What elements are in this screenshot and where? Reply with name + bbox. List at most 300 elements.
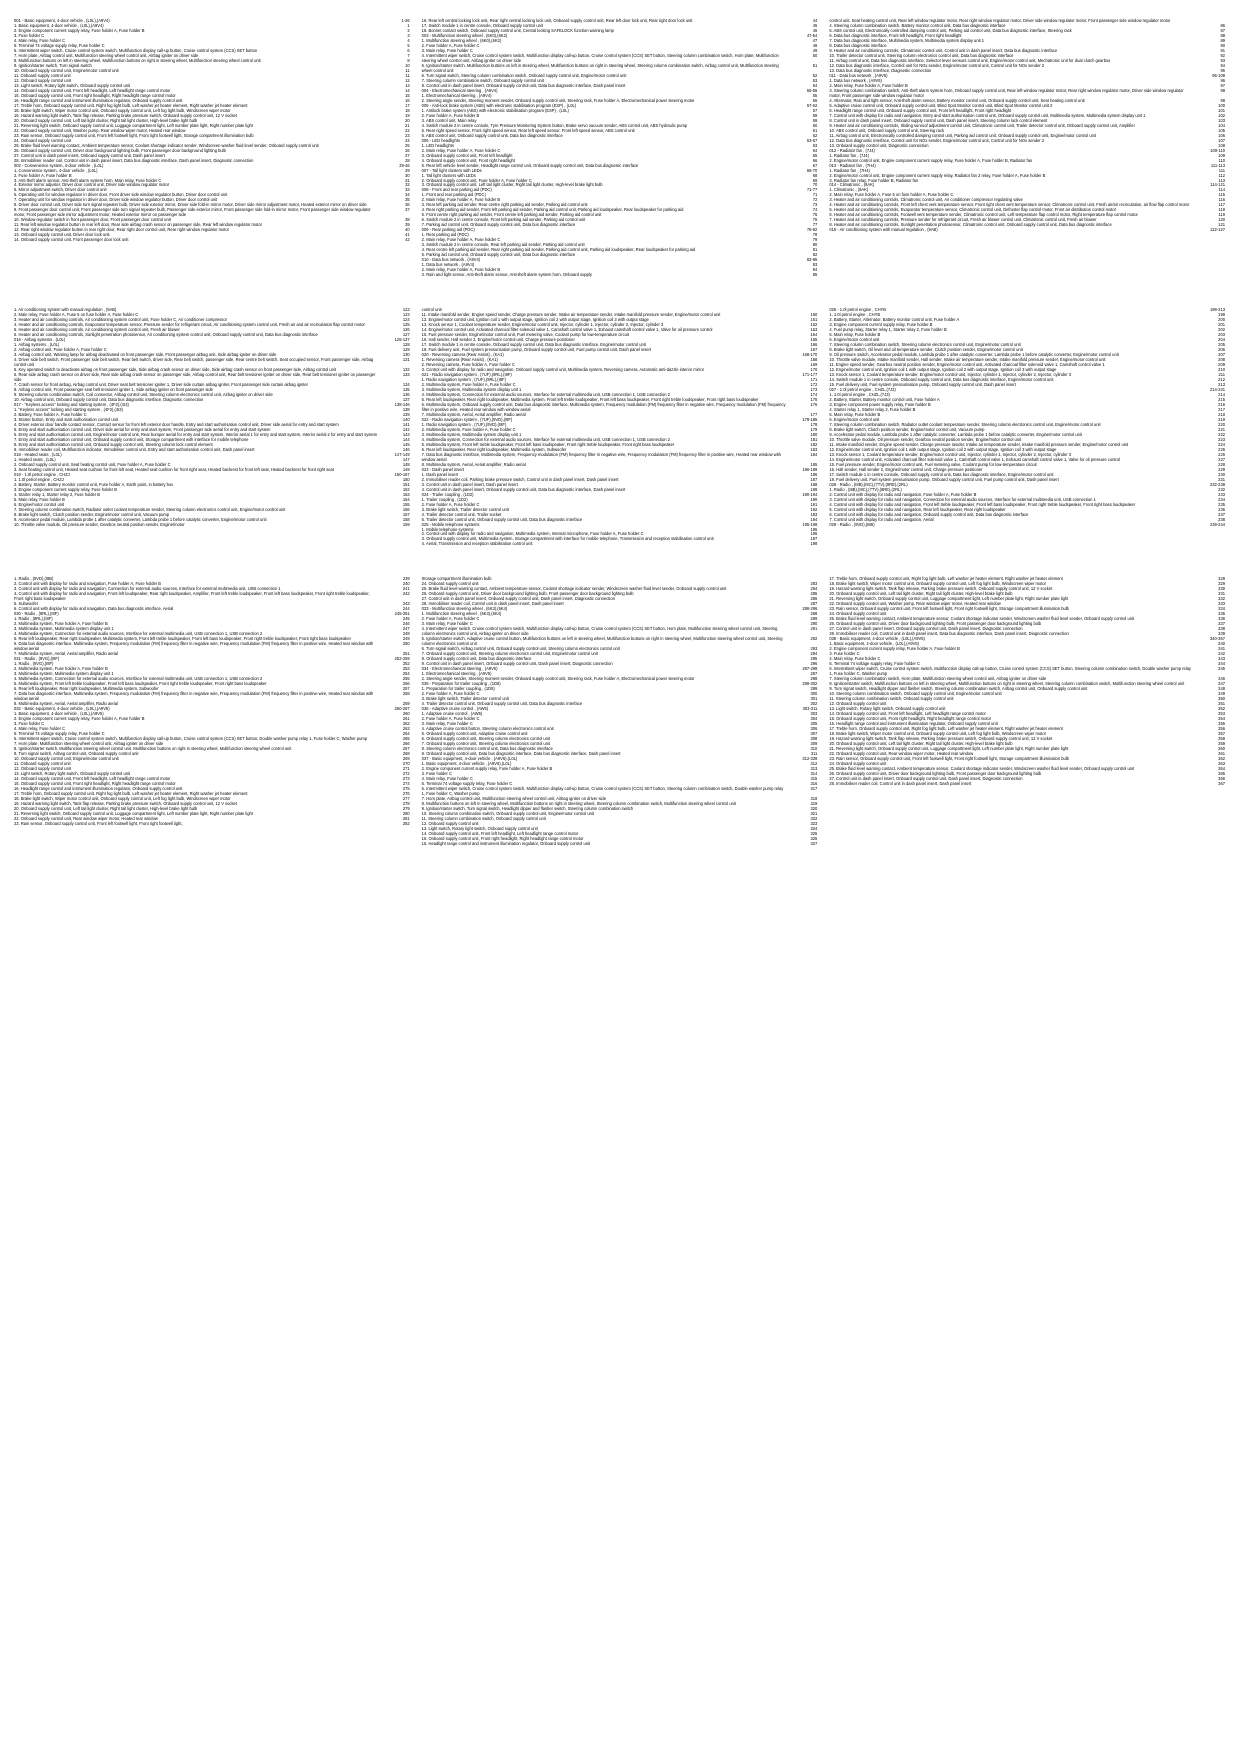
entry-page: 319 <box>810 800 818 806</box>
entry-text: 025 - Mobile telephone systems <box>421 521 480 527</box>
entry-page: 268 <box>402 750 410 756</box>
entry-text: 15. Onboard supply control unit, Front right headlight, Right headlight range control motor <box>829 716 992 721</box>
entry-page: 57-62 <box>806 102 818 108</box>
entry-page: 124 <box>402 317 410 323</box>
entry-text: 7. Data bus diagnostic interface, Multimedia system, Frequency modulation (FM) frequency filter in negative wire, Frequency modulation (FM) frequency filter in positive wire, Heated rear window with window aerial <box>14 691 374 702</box>
entry-text: 15. Fuel pressure sender, Engine/motor control unit, Fuel metering valve, Coolant pump for low-temperature circuit <box>421 332 629 338</box>
entry-page: 331 <box>1218 591 1226 597</box>
entry-text: 2. Multimedia system, Fuse holder A, Fuse holder C <box>421 381 516 387</box>
entry-page: 323 <box>810 820 818 826</box>
entry-text: 12. Data bus diagnostic interface, Control unit for NOx sender, Engine/motor control unit, Control unit for NOx sender 2 <box>829 137 1045 143</box>
entry-text: 3. Fuse holder C <box>14 32 45 38</box>
entry-text: 8. Onboard supply control unit, Data bus diagnostic interface <box>421 656 532 662</box>
entry-text: 4. Control unit with display for radio and navigation, Front left treble loudspeaker, Front left bass loudspeaker, Front right treble loudspeaker, Front right bass loudspeaker <box>829 501 1136 507</box>
entry-page: 174 <box>810 391 818 397</box>
entry-page: 54 <box>812 82 818 88</box>
entry-text: 4. Starter relay 1, Starter relay 2, Fuse holder B <box>14 491 101 497</box>
entry-page: 165 <box>810 337 818 343</box>
entry-text: 013 - Radiator fan , (7H4) <box>829 162 876 168</box>
entry-page: 25 <box>405 142 410 148</box>
entry-text: 17. Switch module 1 in centre console, Onboard supply control unit, Data bus diagnostic interface, Engine/motor control unit <box>421 342 646 348</box>
entry-page: 147-149 <box>394 451 410 457</box>
entry-page: 249 <box>402 636 410 642</box>
entry-page: 189 <box>810 486 818 492</box>
entry-page: 197 <box>810 536 818 542</box>
entry-page: 191 <box>810 501 818 507</box>
entry-page: 278 <box>402 800 410 806</box>
entry-text: 10. Onboard supply control unit, Engine/motor control unit <box>14 755 119 761</box>
entry-page: 169 <box>810 362 818 368</box>
entry-text: 12. Onboard supply control unit <box>421 820 479 826</box>
index-column <box>14 18 410 277</box>
entry-page: 204 <box>1218 337 1226 343</box>
entry-page: 50 <box>812 52 818 58</box>
entry-page: 240 <box>402 581 410 587</box>
entry-text: 8. Ignition/starter switch, Multifunction buttons on left in steering wheel, Multifunction buttons on right in steering wheel, Steering column combination switch, Multifunction steering wheel control unit <box>829 681 1185 687</box>
entry-text: 1. Radio , (8RL),(I8F) <box>14 616 53 622</box>
entry-text: 1. Preparation for trailer coupling , (1D8) <box>421 686 495 692</box>
entry-page: 243 <box>402 601 410 607</box>
entry-page: 351 <box>1218 701 1226 707</box>
entry-page: 202 <box>1218 327 1226 333</box>
entry-page: 328 <box>1218 576 1226 582</box>
entry-text: 4. Intermittent wiper switch, Cruise control system switch, Multifunction display call-up button, Cruise control system (CCS) SET button, Steering column combination switch, Horn plate, Multifunction steering wheel control unit, Airbag igniter on driver side <box>421 52 779 63</box>
entry-page: 166 <box>810 342 818 348</box>
entry-page: 341 <box>1218 646 1226 652</box>
entry-text: 10. Onboard supply control unit, Engine/motor control unit <box>14 67 119 73</box>
entry-text: 4. Multimedia system, Connection for external audio sources, Interface for external multimedia unit, USB connection 1, USB connection 2 <box>14 631 263 637</box>
entry-page: 201 <box>1218 322 1226 328</box>
entry-page: 16 <box>405 97 410 103</box>
entry-page: 259 <box>402 701 410 707</box>
entry-page: 294 <box>810 651 818 657</box>
index-entry <box>14 821 410 826</box>
entry-page: 260-287 <box>394 706 410 712</box>
entry-text: 3. Brake light switch, Trailer detector control unit <box>421 696 509 702</box>
entry-text: 20. Onboard supply control unit, Left tail light cluster, Right tail light cluster, High-level brake light bulb <box>14 117 198 123</box>
entry-page: 212 <box>1218 376 1226 382</box>
entry-page: 359 <box>1218 740 1226 746</box>
entry-page: 267 <box>402 745 410 751</box>
entry-page: 88 <box>1220 32 1226 38</box>
entry-page: 11 <box>405 67 410 73</box>
entry-page: 248 <box>402 631 410 637</box>
entry-text: 030 - Radio , (8RL),(I8F) <box>14 611 59 617</box>
entry-text: 2. Battery, Fuse holder A, Fuse holder C <box>14 411 87 417</box>
entry-page: 23 <box>405 132 410 138</box>
entry-page: 163 <box>810 327 818 333</box>
entry-text: 7. Steering column combination switch, Radiator outlet coolant temperature sender, Steering column electronics control unit, Engine/motor control unit <box>14 506 286 512</box>
index-entry <box>422 53 818 63</box>
entry-text: 16. Headlight range control and instrument illumination regulator, Onboard supply control unit <box>14 97 183 103</box>
entry-text: 13. Onboard supply control unit, Driver door lock unit <box>14 232 110 238</box>
entry-page: 129 <box>402 347 410 353</box>
entry-page: 84 <box>812 267 818 273</box>
entry-text: 19. Hazard warning light switch, Tank flap release, Parking brake pressure switch, Onboard supply control unit, 12 V socket <box>829 586 1053 592</box>
entry-text: 2. Engine component current supply relay, Fuse holder A, Fuse holder B <box>421 765 553 771</box>
entry-text: 1. Radio , (9VG),(I8F) <box>14 661 54 667</box>
index-entry <box>14 357 410 367</box>
entry-text: 3. Engine component power supply relay, Fuse holder B <box>829 401 931 407</box>
entry-text: 2. Immobiliser reader coil, Parking brake pressure switch, Control unit in dash panel insert, Dash panel insert <box>421 476 619 482</box>
entry-text: 28. Immobiliser reader coil, Control unit in dash panel insert, Dash panel insert <box>421 601 564 607</box>
index-entry <box>422 63 818 73</box>
entry-text: 12. Onboard supply control unit <box>14 765 71 771</box>
entry-page: 270 <box>402 760 410 766</box>
entry-text: 24. Onboard supply control unit <box>421 581 479 587</box>
entry-text: 11. Airbag control unit, Data bus diagnostic interface, Selector lever sensors control unit, Engine/motor control unit, Mechatronic unit for dual clutch gearbox <box>829 57 1111 63</box>
entry-text: 6. Intermittent wiper switch, Cruise control system switch, Multifunction display call-up button, Cruise control system (CCS) SET button, Steering column combination switch, Double washer pump relay 1, Fuse holder C, Washer pump <box>421 785 784 796</box>
entry-page: 223 <box>1218 436 1226 442</box>
entry-page: 133 <box>402 371 410 377</box>
entry-text: 22. Onboard supply control unit, Rear window wiper motor, Heated rear window <box>829 750 974 756</box>
entry-page: 298 <box>810 676 818 682</box>
index-entry <box>829 88 1225 98</box>
entry-page: 258 <box>402 691 410 697</box>
entry-page: 345 <box>1218 666 1226 672</box>
entry-page: 256 <box>402 681 410 687</box>
entry-page: 339 <box>1218 631 1226 637</box>
entry-text: 014 - Climatronic , (9AK) <box>829 182 875 188</box>
entry-text: 2. Steering angle sender, Steering moment sender, Onboard supply control unit, Steering rack, Fuse holder A, Electromechanical power steering motor <box>421 97 695 103</box>
entry-text: 1. Antilock brake system (ABS) with electronic stabilisation program (ESP) , (L0L) <box>421 107 569 113</box>
entry-page: 154 <box>402 496 410 502</box>
entry-page: 329 <box>1218 581 1226 587</box>
entry-text: 8. Heater and air conditioning controls, Sunlight penetration photosensor, Climatronic control unit, Onboard supply control unit, Data bus diagnostic interface <box>829 222 1112 228</box>
entry-page: 363 <box>1218 760 1226 766</box>
entry-text: 1. Radiator fan , (7H4) <box>829 167 870 173</box>
entry-text: 4. Steering column combination switch, Battery monitor control unit, Data bus diagnostic interface <box>829 22 1006 28</box>
entry-page: 67 <box>812 162 818 168</box>
entry-page: 19 <box>405 112 410 118</box>
index-column <box>422 18 818 277</box>
entry-text: 2. Fuse holder A, Fuse holder C <box>421 716 480 721</box>
entry-page: 171-177 <box>802 371 818 377</box>
entry-text: 15. Onboard supply control unit, Front right headlight, Right headlight range control motor <box>421 835 584 841</box>
entry-page: 352 <box>1218 706 1226 712</box>
entry-text: 18. Brake light switch, Wiper motor control unit, Onboard supply control unit, Left fog light bulb, Windscreen wiper motor <box>829 581 1046 587</box>
entry-page: 315 <box>810 775 818 781</box>
entry-page: 27 <box>405 152 410 158</box>
entry-page: 280 <box>402 810 410 816</box>
entry-text: 8. Ignition/starter switch, Multifunction steering wheel control unit, Multifunction buttons on right in steering wheel, Multifunction steering wheel control unit <box>14 745 292 751</box>
entry-page: 64 <box>812 147 818 153</box>
entry-page: 55 <box>812 92 818 98</box>
entry-text: 9. Steering column combination switch, Coil connector, Airbag control unit, Steering column electronics control unit, Airbag igniter on driver side <box>14 391 273 397</box>
entry-page: 299-302 <box>802 681 818 687</box>
entry-page: 138 <box>402 406 410 412</box>
entry-text: 14. Onboard supply control unit, Front left headlight, Left headlight range control motor <box>14 775 171 781</box>
entry-page: 164 <box>810 332 818 338</box>
entry-page: 354 <box>1218 716 1226 721</box>
entry-text: 10. Trailer detector control unit, Steering column electronics control unit, Data bus diagnostic interface <box>829 52 1014 58</box>
entry-page: 346 <box>1218 676 1226 682</box>
index-entry <box>422 541 818 546</box>
entry-text: 8. Control unit in dash panel insert, Onboard supply control unit, Data bus diagnostic interface, Dash panel insert <box>421 82 626 88</box>
index-entry <box>422 636 818 646</box>
entry-text: 17. Treble horn, Onboard supply control unit, Right fog light bulb, Left washer jet heater element, Right washer jet heater element <box>14 790 248 796</box>
entry-page: 167 <box>810 347 818 353</box>
entry-page: 76 <box>812 217 818 223</box>
entry-text: 5. Terminal 74 voltage supply relay, Fuse holder C <box>421 780 513 786</box>
entry-page: 71-77 <box>806 187 818 193</box>
entry-page: 26 <box>405 147 410 153</box>
entry-page: 297 <box>810 671 818 677</box>
entry-page: 261 <box>402 716 410 721</box>
entry-text: 19. Hazard warning light switch, Tank flap release, Parking brake pressure switch, Onboard supply control unit, 12 V socket <box>14 112 237 118</box>
entry-page: 295 <box>810 656 818 662</box>
entry-page: 115 <box>1218 192 1226 198</box>
entry-page: 21 <box>405 122 410 128</box>
entry-page: 187 <box>810 476 818 482</box>
entry-text: 7. Onboard supply control unit, Steering column electronics control unit, Engine/motor control unit <box>421 651 598 657</box>
entry-page: 173 <box>810 386 818 392</box>
entry-page: 320 <box>810 805 818 811</box>
entry-text: 020 - Reversing camera (Rear Assist) , (KA1) <box>421 352 504 358</box>
entry-text: 13. Knock sensor 1, Coolant temperature sender, Engine/motor control unit, Injector, cylinder 1, Injector, cylinder 2, Injector, cylinder 3 <box>421 322 664 328</box>
entry-page: 221 <box>1218 426 1226 432</box>
entry-page: 274 <box>402 780 410 786</box>
entry-text: 23. Rain sensor, Onboard supply control unit, Front left footwell light, Front right footwell light, <box>14 820 183 826</box>
entry-text: 1. Electromechanical steering , (A9V4) <box>421 92 492 98</box>
entry-text: 11. Airbag control unit, Electronically controlled damping control unit, Parking aid control unit, Onboard supply control unit, Engine/motor control unit <box>829 132 1096 138</box>
entry-page: 141 <box>402 421 410 427</box>
entry-page: 52 <box>812 72 818 78</box>
entry-page: 116 <box>1218 197 1226 203</box>
entry-page: 318 <box>810 795 818 801</box>
entry-page: 281 <box>402 815 410 821</box>
entry-page: 172 <box>810 381 818 387</box>
entry-text: 23. Rain sensor, Onboard supply control unit, Front left footwell light, Front right footwell light, Storage compartment illumination bulb <box>829 755 1069 761</box>
entry-page: 38 <box>405 217 410 223</box>
entry-page: 273 <box>402 775 410 781</box>
entry-page: 12 <box>405 77 410 83</box>
entry-page: 29 <box>405 167 410 173</box>
entry-page: 139 <box>402 411 410 417</box>
entry-page: 92 <box>1220 52 1226 58</box>
index-column <box>422 307 818 546</box>
entry-text: 12. Engine/motor control unit, Ignition coil 1 with output stage, Ignition coil 2 with output stage, Ignition coil 3 with output stage <box>829 367 1057 372</box>
entry-text: 27. Control unit in dash panel insert, Onboard supply control unit, Dash panel insert, Diagnostic connection <box>421 596 615 602</box>
entry-text: 9. Turn signal switch, Headlight dipper and flasher switch, Steering column combination switch, Airbag control unit, Onboard supply control unit <box>829 686 1088 692</box>
entry-page: 68-70 <box>806 167 818 173</box>
entry-text: 1. Basic equipment, 4-door vehicle , (L0L),(A9V5) <box>14 711 104 717</box>
index-entry <box>14 691 410 701</box>
entry-text: 3. Anti-theft alarm sensor, Anti-theft alarm system horn, Main relay, Fuse holder C <box>14 177 162 183</box>
entry-text: 3. Onboard supply control unit, Left tail light cluster, Right tail light cluster, High-level brake light bulb <box>421 182 603 188</box>
entry-page: 39 <box>405 222 410 228</box>
entry-text: 5. Ignition/starter switch, Adaptive cruise control button, Multifunction buttons on left in steering wheel, Multifunction buttons on right in steering wheel, Multifunction steering wheel control unit, Steering column electronics control unit <box>421 636 783 647</box>
entry-page: 269 <box>402 755 410 761</box>
entry-text: 8. Steering column electronics control unit, Data bus diagnostic interface <box>421 745 553 751</box>
entry-text: 26. Onboard supply control unit, Driver door background lighting bulb, Front passenger door background lighting bulb <box>829 770 1042 776</box>
entry-text: 25. Brake fluid level warning contact, Ambient temperature sensor, Coolant shortage indicator sender, Windscreen washer fluid level sender, Onboard supply control unit <box>829 616 1135 622</box>
entry-page: 229 <box>1218 466 1226 472</box>
entry-page: 109-110 <box>1210 147 1226 153</box>
entry-page: 118 <box>1218 207 1226 213</box>
entry-page: 186-189 <box>802 466 818 472</box>
entry-text: 1. Air conditioning system with manual regulation , (9AB) <box>14 307 117 313</box>
entry-text: 4. Control unit in dash panel insert, Onboard supply control unit, Data bus diagnostic interface, Dash panel insert <box>421 486 626 492</box>
entry-text: 8. Multimedia system, Aerial, Aerial amplifier, Radio aerial <box>421 461 526 467</box>
entry-page: 317 <box>810 785 818 791</box>
entry-text: 5. Rear left loudspeaker, Rear right loudspeaker, Multimedia system, Front left treble loudspeaker, Front left bass loudspeaker, Front right treble loudspeaker, Front right bass loudspeaker <box>421 396 759 402</box>
entry-page: 276 <box>402 790 410 796</box>
entry-text: 15. Onboard supply control unit, Front right headlight, Right headlight range control motor <box>14 780 176 786</box>
entry-text: 15. Fuel pressure sender, Engine/motor control unit, Fuel metering valve, Coolant pump for low-temperature circuit <box>829 461 1037 467</box>
entry-text: 9. Accelerator pedal module, Lambda probe 1 after catalytic converter, Lambda probe 1 before catalytic converter, Engine/motor control unit <box>829 431 1082 437</box>
entry-text: 4. Driver exterior door handle contact sensor, Contact sensor for front left exterior door handle, Entry and start authorisation control unit, Driver side aerial for entry and start system <box>14 421 339 427</box>
entry-page: 239 <box>402 576 410 582</box>
entry-page: 37 <box>405 207 410 213</box>
entry-page: 46 <box>812 27 818 33</box>
index-column <box>14 307 410 546</box>
index-entry <box>14 641 410 651</box>
entry-page: 236 <box>1218 506 1226 512</box>
entry-page: 336 <box>1218 616 1226 622</box>
entry-text: 2. Engine component current supply relay, Fuse holder A, Fuse holder B <box>14 27 145 33</box>
entry-page: 358 <box>1218 735 1226 741</box>
entry-page: 142 <box>402 426 410 432</box>
entry-page: 47 <box>812 37 818 43</box>
entry-text: 006 - LED headlights <box>421 137 460 143</box>
entry-page: 32 <box>405 182 410 188</box>
entry-text: 22. Onboard supply control unit, Washer pump, Rear window wiper motor, Heated rear window <box>14 127 186 133</box>
entry-page: 60 <box>812 122 818 128</box>
entry-page: 122-127 <box>1209 227 1226 233</box>
entry-page: 137 <box>402 396 410 402</box>
entry-text: 009 - Rear parking aid (PDC) <box>421 227 475 233</box>
entry-text: 010 - Data bus network , (A9V4) <box>421 257 481 263</box>
entry-text: 25. Brake fluid level warning contact, Ambient temperature sensor, Coolant shortage indicator sender, Windscreen washer fluid level sender, Onboard supply control unit <box>421 586 727 592</box>
entry-page: 215 <box>1218 396 1226 402</box>
entry-text: 7. Horn plate, Airbag control unit, Multifunction steering wheel control unit, Airbag igniter on driver side <box>14 52 199 58</box>
entry-page: 110 <box>1218 157 1226 163</box>
entry-page: 242 <box>402 591 410 597</box>
entry-page: 112 <box>1218 172 1226 178</box>
entry-text: 2. Main relay, Fuse holder A, Fuse holder B <box>829 82 908 88</box>
entry-text: 001 - Basic equipment, 4-door vehicle , (L0L),(A9V4) <box>14 18 110 23</box>
entry-text: 27. Control unit in dash panel insert, Onboard supply control unit, Dash panel insert <box>14 152 165 158</box>
entry-page: 290 <box>810 621 818 627</box>
entry-text: 2. Main relay, Fuse holder A, Fuse 5 on fuse holder A, Fuse holder C <box>829 192 954 198</box>
entry-page: 210 <box>1218 367 1226 372</box>
entry-text: 8. Data bus diagnostic interface <box>829 42 887 48</box>
entry-text: 2. Battery, Starter, Battery monitor control unit, Fuse holder A, Earth point, in battery box <box>14 481 174 487</box>
entry-page: 286 <box>810 596 818 602</box>
entry-page: 56 <box>812 97 818 103</box>
entry-text: 2. Multimedia system, Fuse holder A, Fuse holder C <box>421 426 516 432</box>
entry-text: 2. Multimedia system, Fuse holder A, Fuse holder B <box>14 666 108 672</box>
entry-page: 350 <box>1218 696 1226 702</box>
entry-text: 2. Main relay, Fuse holder A, Fuse holder B <box>421 197 501 203</box>
entry-page: 232 <box>1218 486 1226 492</box>
entry-page: 82 <box>812 252 818 258</box>
entry-page: 89 <box>1220 37 1226 43</box>
entry-page: 15 <box>405 92 410 98</box>
entry-page: 86 <box>1220 22 1226 28</box>
entry-page: 332 <box>1218 596 1226 602</box>
entry-text: 5. Main relay, Fuse holder B <box>829 332 881 338</box>
entry-page: 283 <box>810 581 818 587</box>
entry-text: 22. Onboard supply control unit, Washer pump, Rear window wiper motor, Heated rear window <box>829 601 1001 607</box>
entry-text: 5. Main relay, Fuse holder B <box>14 496 65 502</box>
entry-page: 29-46 <box>399 162 410 168</box>
entry-page: 30 <box>405 172 410 178</box>
entry-page: 109 <box>1218 152 1226 158</box>
entry-text: 15. Fuel delivery unit, Fuel system pressurisation pump, Onboard supply control unit, Dash panel insert <box>829 381 1016 387</box>
entry-text: 4. Multimedia system, Connection for external audio sources, Interface for external multimedia unit, USB connection 1, USB connection 2 <box>421 391 670 397</box>
entry-text: 13. Knock sensor 1, Coolant temperature sender, Engine/motor control unit, Injector, cylinder 1, Injector, cylinder 2, Injector, cylinder 3 <box>829 371 1072 377</box>
entry-page: 17 <box>405 102 410 108</box>
entry-page: 304 <box>810 716 818 721</box>
entry-text: 2. Main relay, Fuse holder A, Fuse 5 on fuse holder A, Fuse holder C <box>14 312 139 318</box>
entry-text: 16. Rear left central locking lock unit, Rear right central locking lock unit, Onboard supply control unit, Rear left door lock unit, Rear right door lock unit <box>421 18 693 23</box>
entry-text: 3. Control unit with display for radio and navigation, Connection for external audio sources, Interface for external multimedia unit, USB connection 1 <box>829 496 1096 502</box>
entry-text: 16. Hall sender, Hall sender 2, Engine/motor control unit, Charge pressure positioner <box>829 466 983 472</box>
entry-text: 2. Control unit with display for radio and navigation, Multimedia system, Internal microphone, Fuse holder A, Fuse holder C <box>421 531 644 537</box>
content-band-3 <box>14 576 1225 845</box>
entry-text: 13. Light switch, Rotary light switch, Onboard supply control unit <box>14 82 131 88</box>
entry-page: 299 <box>810 686 818 692</box>
entry-page: 300 <box>810 691 818 697</box>
entry-text: 5. Key operated switch to deactivate airbag on front passenger side, Side airbag crash sensor on driver side, Side airbag crash sensor on front passenger side, Airbag control unit <box>14 367 336 372</box>
entry-page: 79 <box>812 237 818 243</box>
entry-page: 334 <box>1218 606 1226 612</box>
entry-page: 325 <box>810 830 818 836</box>
entry-text: 19. Hazard warning light switch, Tank flap release, Parking brake pressure switch, Onboard supply control unit, 12 V socket <box>829 735 1053 741</box>
entry-page: 162 <box>810 322 818 328</box>
entry-text: 024 - Trailer coupling , (1D2) <box>421 491 474 497</box>
index-entry <box>14 237 410 242</box>
entry-page: 108 <box>1218 142 1226 148</box>
entry-page: 342 <box>1218 651 1226 657</box>
entry-text: 004 - Electromechanical steering , (A9V4) <box>421 87 498 93</box>
entry-page: 144 <box>402 436 410 442</box>
index-column <box>829 18 1225 277</box>
entry-page: 177 <box>810 411 818 417</box>
entry-page: 51 <box>812 62 818 68</box>
entry-text: 1. Basic equipment, 4-door vehicle , (A9V6),(L0L) <box>421 760 512 766</box>
entry-text: 5. Rear left vehicle level sender, Headlight range control unit, Onboard supply control unit, Data bus diagnostic interface <box>421 162 639 168</box>
entry-text: 3. Engine component current supply relay, Fuse holder B <box>829 322 933 328</box>
entry-text: 1. Front and rear parking aid (PDC) <box>421 192 486 198</box>
entry-page: 316 <box>810 780 818 786</box>
entry-page: 275 <box>402 785 410 791</box>
entry-page: 179 <box>810 426 818 432</box>
entry-text: 1. Dash panel insert <box>421 471 459 477</box>
entry-page: 225 <box>1218 446 1226 452</box>
entry-page: 234 <box>1218 496 1226 502</box>
entry-page: 7 <box>407 52 410 58</box>
entry-page: 101 <box>1218 107 1226 113</box>
entry-text: 7. Crash sensor for front airbag, Airbag control unit, Driver seat belt tensioner igniter 1, Driver side curtain airbag igniter, Front passenger side curtain airbag igniter <box>14 381 308 387</box>
entry-text: 002 - Convenience system, 4-door vehicle , (L0L) <box>14 162 104 168</box>
entry-page: 262 <box>402 720 410 726</box>
entry-text: 14. Onboard supply control unit, Front left headlight, Left headlight range control motor <box>829 711 986 717</box>
entry-text: 3. Seat heating control unit, Heated seat cushion for front left seat, Heated seat cushion for front right seat, Heated backrest for front left seat, Heated backrest for front right seat <box>14 466 334 472</box>
entry-text: 7. Heater and air conditioning controls, Pressure sender for refrigerant circuit, Fresh air blower control unit, Climatronic control unit, Fresh air blower <box>829 217 1097 223</box>
entry-text: 4. Rear right parking aid sender, Front left parking aid sender, Parking aid control unit, Parking aid loudspeaker, Rear loudspeaker for parking aid <box>421 207 684 213</box>
entry-text: 5. Adaptive cruise control unit, Onboard supply control unit, Blind Spot Monitor control unit, Blind Spot Monitor control unit 2 <box>829 102 1053 108</box>
entry-text: 5. Rear right speed sensor, Front right speed sensor, Rear left speed sensor, Front left speed sensor, ABS control unit <box>421 127 635 133</box>
entry-text: 9. Ignition/starter switch, Turn signal switch <box>14 62 92 68</box>
entry-text: 3. Main relay, Fuse holder C <box>421 621 473 627</box>
entry-page: 161 <box>810 317 818 323</box>
entry-text: 3. Engine component current supply relay, Fuse holder B <box>14 486 118 492</box>
entry-page: 343 <box>1218 656 1226 662</box>
index-section-heading <box>829 227 1225 232</box>
